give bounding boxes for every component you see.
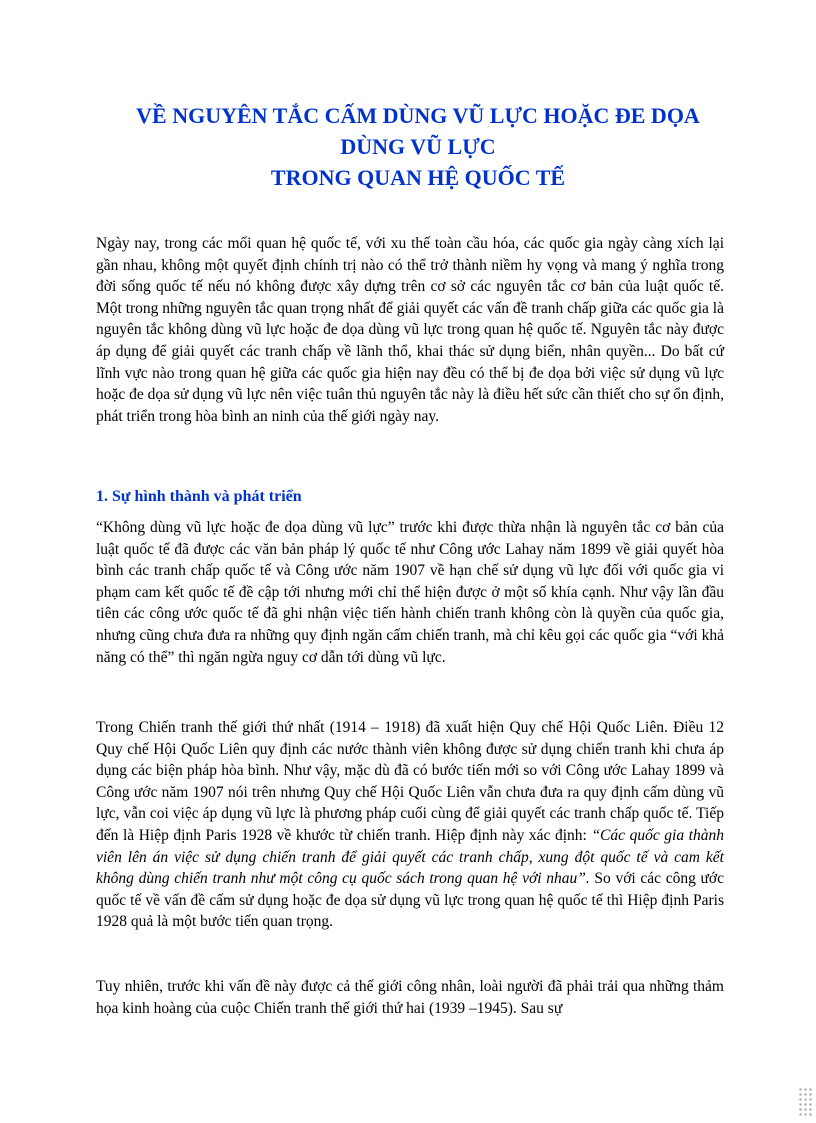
- title-line-2: DÙNG VŨ LỰC: [340, 134, 496, 159]
- intro-paragraph: Ngày nay, trong các mối quan hệ quốc tế, với xu thế toàn cầu hóa, các quốc gia ngày càng xích lại gần nhau, không một quyết định chính trị nào có thể trở thành niềm hy vọng và mang ý nghĩa trong đời sống quốc tế nếu nó không được xây dựng trên cơ sở các nguyên tắc cơ bản của luật quốc tế. Một trong những nguyên tắc quan trọng nhất để giải quyết các vấn đề tranh chấp giữa các quốc gia là nguyên tắc không dùng vũ lực hoặc đe dọa dùng vũ lực trong quan hệ quốc tế. Nguyên tắc này được áp dụng để giải quyết các tranh chấp về lãnh thổ, khai thác sử dụng biển, nhân quyền... Do bất cứ lĩnh vực nào trong quan hệ giữa các quốc gia hiện nay đều có thể bị đe dọa bởi việc sử dụng vũ lực hoặc đe dọa sử dụng vũ lực nên việc tuân thủ nguyên tắc này là điều hết sức cần thiết cho sự ổn định, phát triển trong hòa bình an ninh của thế giới ngày nay.: [96, 235, 724, 425]
- title-line-3: TRONG QUAN HỆ QUỐC TẾ: [270, 165, 566, 190]
- section-1-paragraph-1: “Không dùng vũ lực hoặc đe dọa dùng vũ lực” trước khi được thừa nhận là nguyên tắc cơ bản của luật quốc tế đã được các văn bản pháp lý quốc tế như Công ước Lahay năm 1899 về giải quyết hòa bình các tranh chấp quốc tế và Công ước năm 1907 về hạn chế sử dụng vũ lực đối với quốc gia vi phạm cam kết quốc tế đề cập tới nhưng mới chỉ thể hiện được ở một số khía cạnh. Như vậy lần đầu tiên các công ước quốc tế đã ghi nhận việc tiến hành chiến tranh không còn là quyền của quốc gia, nhưng cũng chưa đưa ra những quy định ngăn cấm chiến tranh, mà chỉ kêu gọi các quốc gia “với khả năng có thể” thì ngăn ngừa nguy cơ dẫn tới dùng vũ lực.: [96, 519, 724, 666]
- paragraph-2-text-end: So với các công ước quốc tế về vấn đề cấm sử dụng hoặc đe dọa sử dụng vũ lực trong quan hệ quốc tế thì Hiệp định Paris 1928 quả là một bước tiến quan trọng.: [96, 870, 724, 931]
- paragraph-2-text-start: Trong Chiến tranh thế giới thứ nhất (1914 – 1918) đã xuất hiện Quy chế Hội Quốc Liên. Điều 12 Quy chế Hội Quốc Liên quy định các nước thành viên không được sử dụng chiến tranh khi chưa áp dụng các biện pháp hòa bình. Như vậy, mặc dù đã có bước tiến mới so với Công ước Lahay 1899 và Công ước năm 1907 nói trên nhưng Quy chế Hội Quốc Liên vẫn chưa đưa ra quy định cấm dùng vũ lực, vẫn coi việc áp dụng vũ lực là phương pháp cuối cùng để giải quyết các tranh chấp quốc tế. Tiếp đến là Hiệp định Paris 1928 về khước từ chiến tranh. Hiệp định này xác định:: [96, 719, 724, 844]
- paris-1928-quote: “Các quốc gia thành viên lên án việc sử dụng chiến tranh để giải quyết các tranh chấp, xung đột quốc tế và cam kết không dùng chiến tranh như một công cụ quốc sách trong quan hệ với nhau”.: [96, 826, 724, 888]
- section-1-heading: 1. Sự hình thành và phát triển: [96, 488, 302, 505]
- document-title: [60, 100, 776, 193]
- section-1-paragraph-2: [96, 717, 724, 933]
- page-corner-dots: [798, 1087, 814, 1117]
- title-line-1: VỀ NGUYÊN TẮC CẤM DÙNG VŨ LỰC HOẶC ĐE DỌA: [136, 103, 700, 128]
- section-1-paragraph-3: Tuy nhiên, trước khi vấn đề này được cả thế giới công nhân, loài người đã phải trải qua những thảm họa kinh hoàng của cuộc Chiến tranh thế giới thứ hai (1939 –1945). Sau sự: [96, 978, 724, 1017]
